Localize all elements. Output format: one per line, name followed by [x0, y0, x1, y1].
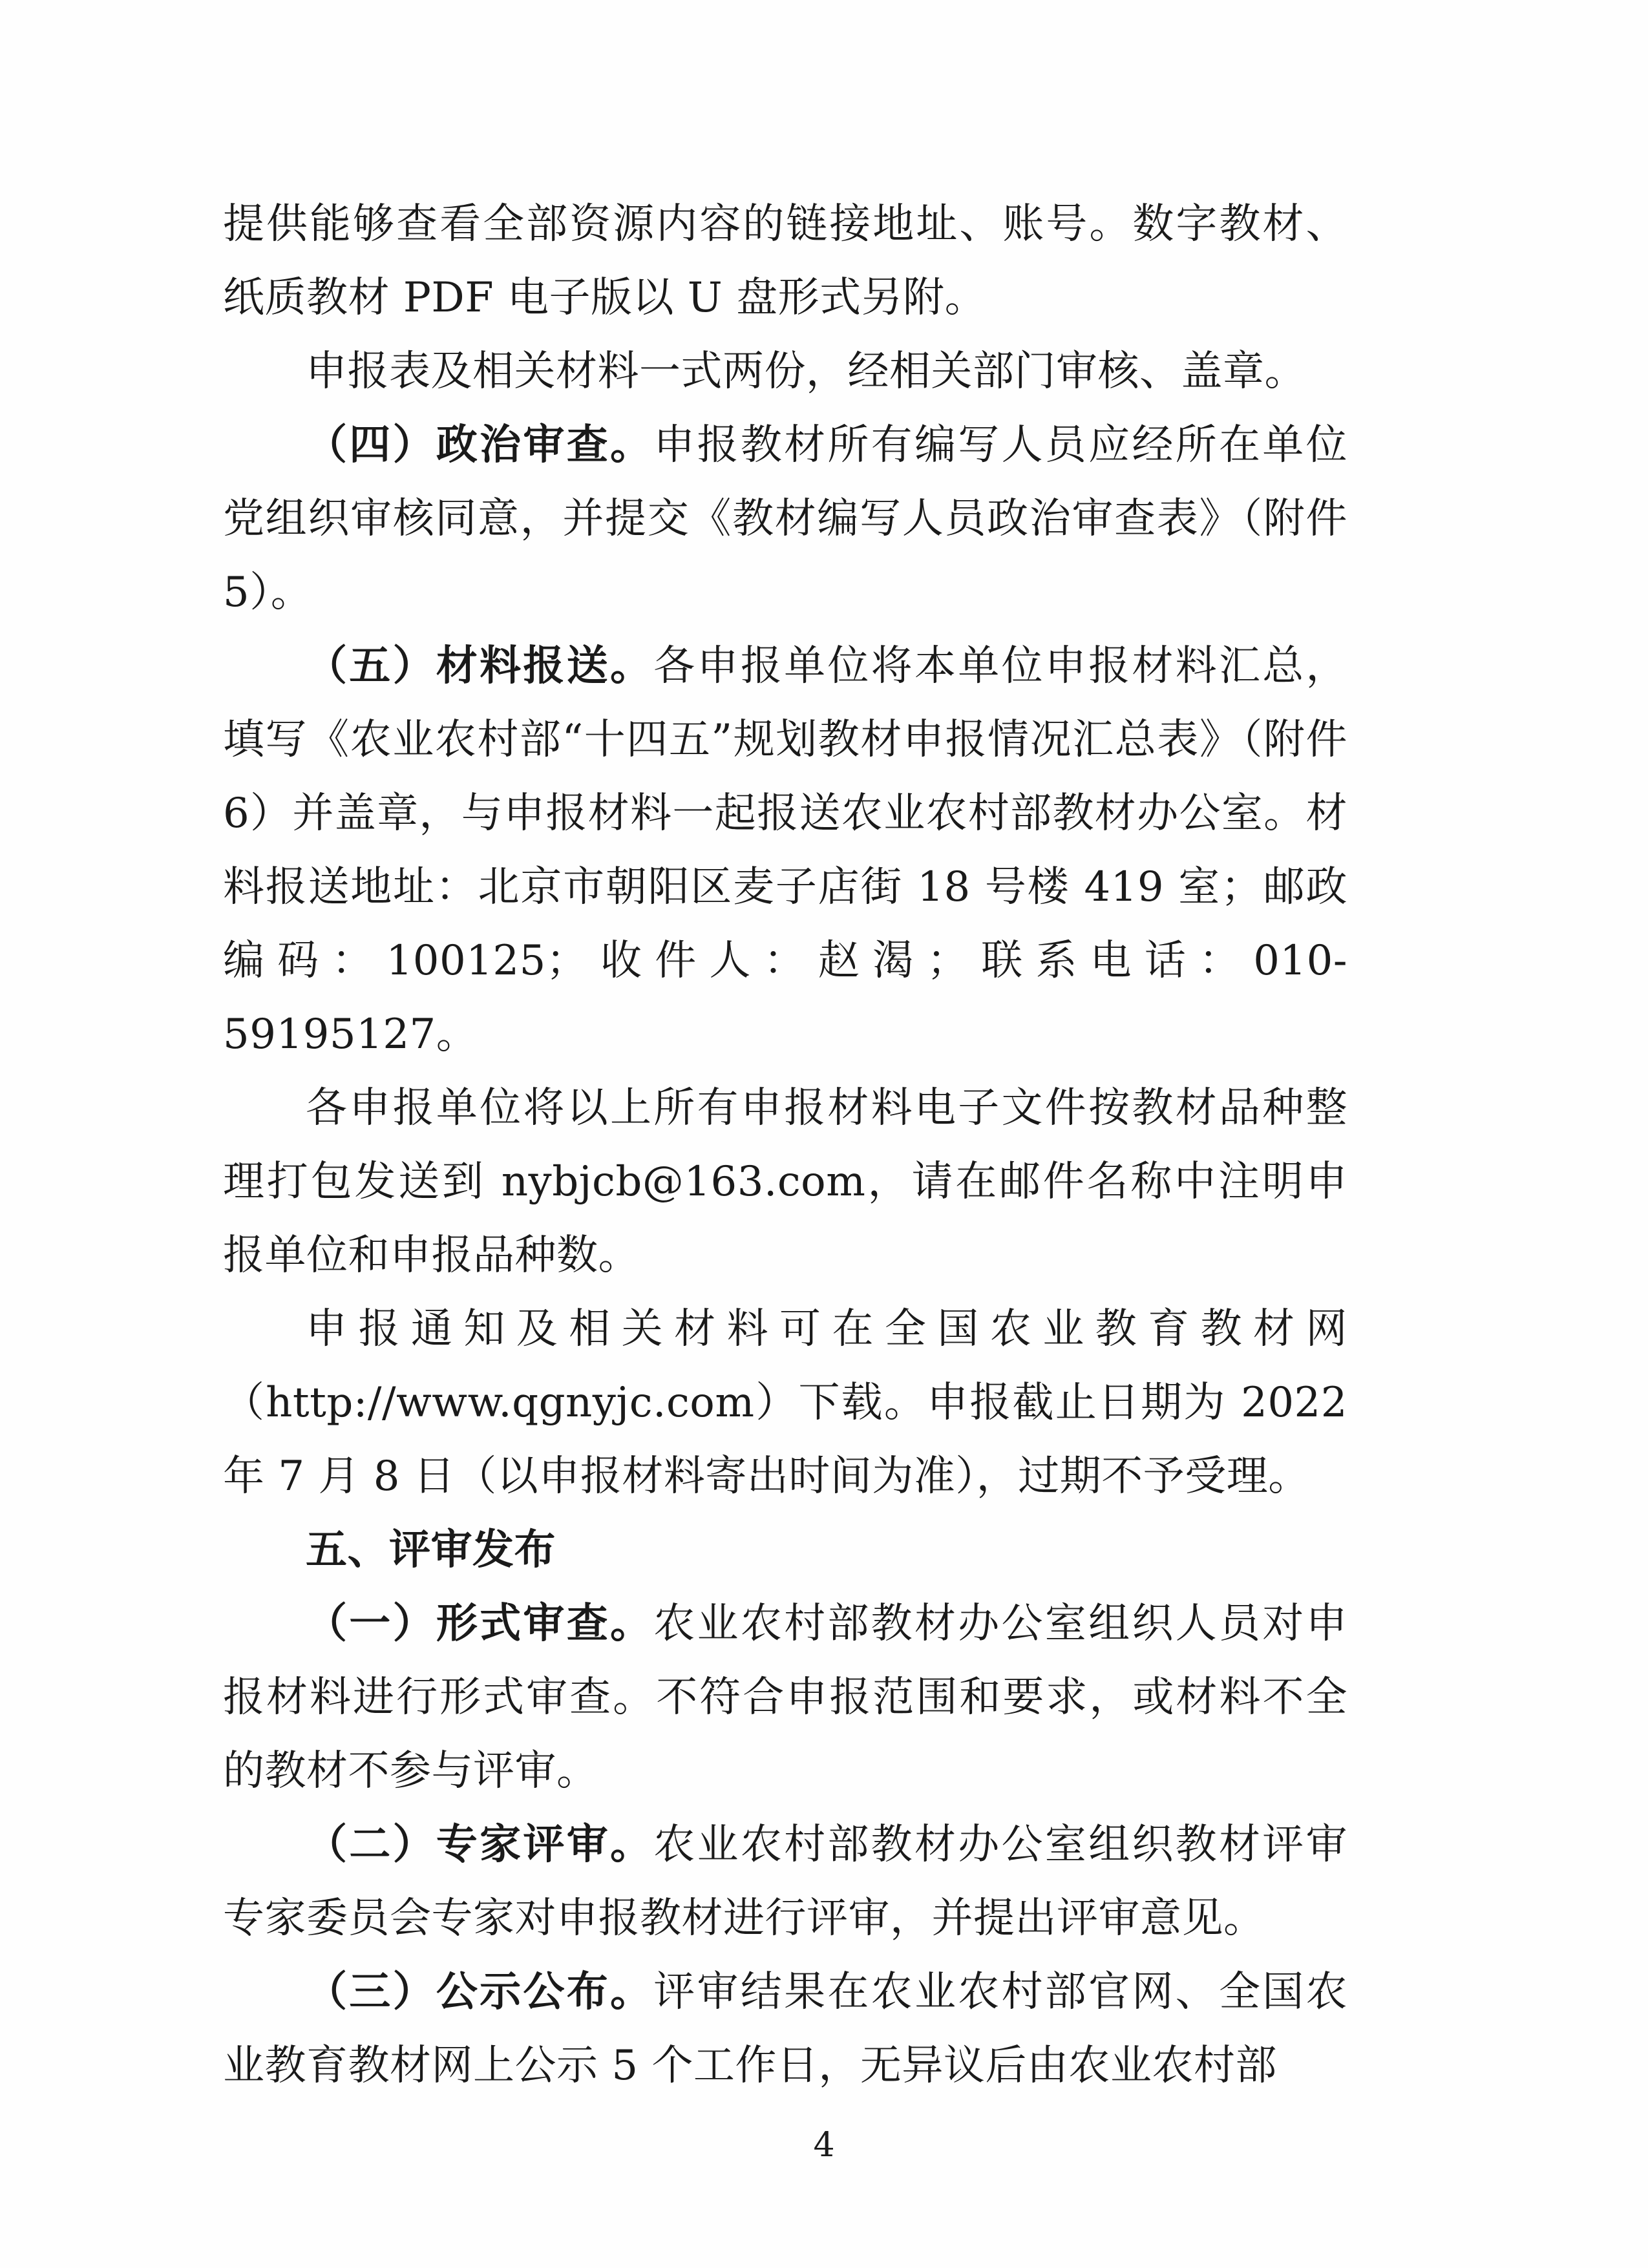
- paragraph-lead: （三）公示公布。: [306, 1968, 654, 2016]
- paragraph-deadline: [223, 1292, 1347, 1513]
- paragraph-material-submission: [223, 629, 1347, 1071]
- paragraph-lead: （一）形式审查。: [306, 1600, 654, 1648]
- paragraph-text: 申报教材所有编写人员应经所在单位党组织审核同意，并提交《教材编写人员政治审查表》（附件 5）。: [223, 421, 1348, 616]
- paragraph-publication: [223, 1955, 1347, 2103]
- paragraph-resource-links: [223, 187, 1347, 335]
- paragraph-text: 申报表及相关材料一式两份，经相关部门审核、盖章。: [306, 348, 1306, 395]
- paragraph-lead: （二）专家评审。: [306, 1821, 654, 1869]
- paragraph-text: 各申报单位将以上所有申报材料电子文件按教材品种整理打包发送到 nybjcb@163.com，请在邮件名称中注明申报单位和申报品种数。: [223, 1084, 1347, 1279]
- paragraph-copies: [223, 335, 1347, 408]
- paragraph-text: 评审结果在农业农村部官网、全国农业教育教材网上公示 5 个工作日，无异议后由农业农村部: [223, 1968, 1348, 2090]
- paragraph-text: 农业农村部教材办公室组织教材评审专家委员会专家对申报教材进行评审，并提出评审意见。: [223, 1821, 1348, 1942]
- paragraph-lead: （四）政治审查。: [306, 421, 654, 469]
- paragraph-text: 农业农村部教材办公室组织人员对申报材料进行形式审查。不符合申报范围和要求，或材料不全的教材不参与评审。: [223, 1600, 1348, 1795]
- paragraph-email-submission: [223, 1071, 1347, 1292]
- page-number: 4: [813, 2126, 835, 2165]
- paragraph-text: 提供能够查看全部资源内容的链接地址、账号。数字教材、纸质教材 PDF 电子版以 U 盘形式另附。: [223, 200, 1347, 322]
- paragraph-text: 申报通知及相关材料可在全国农业教育教材网（http://www.qgnyjc.com）下载。申报截止日期为 2022 年 7 月 8 日（以申报材料寄出时间为准），过期不予受理。: [223, 1305, 1347, 1500]
- document-body: [223, 187, 1347, 2103]
- paragraph-lead: （五）材料报送。: [306, 642, 654, 690]
- paragraph-expert-review: [223, 1808, 1347, 1955]
- paragraph-political-review: [223, 408, 1347, 629]
- section-heading: 五、评审发布: [306, 1526, 556, 1574]
- paragraph-form-review: [223, 1587, 1347, 1808]
- paragraph-text: 各申报单位将本单位申报材料汇总，填写《农业农村部“十四五”规划教材申报情况汇总表》（附件 6）并盖章，与申报材料一起报送农业农村部教材办公室。材料报送地址：北京市朝阳区麦子店街 18 号楼 419 室；邮政编码：100125；收件人：赵渴；联系电话：010-59195127。: [223, 642, 1348, 1058]
